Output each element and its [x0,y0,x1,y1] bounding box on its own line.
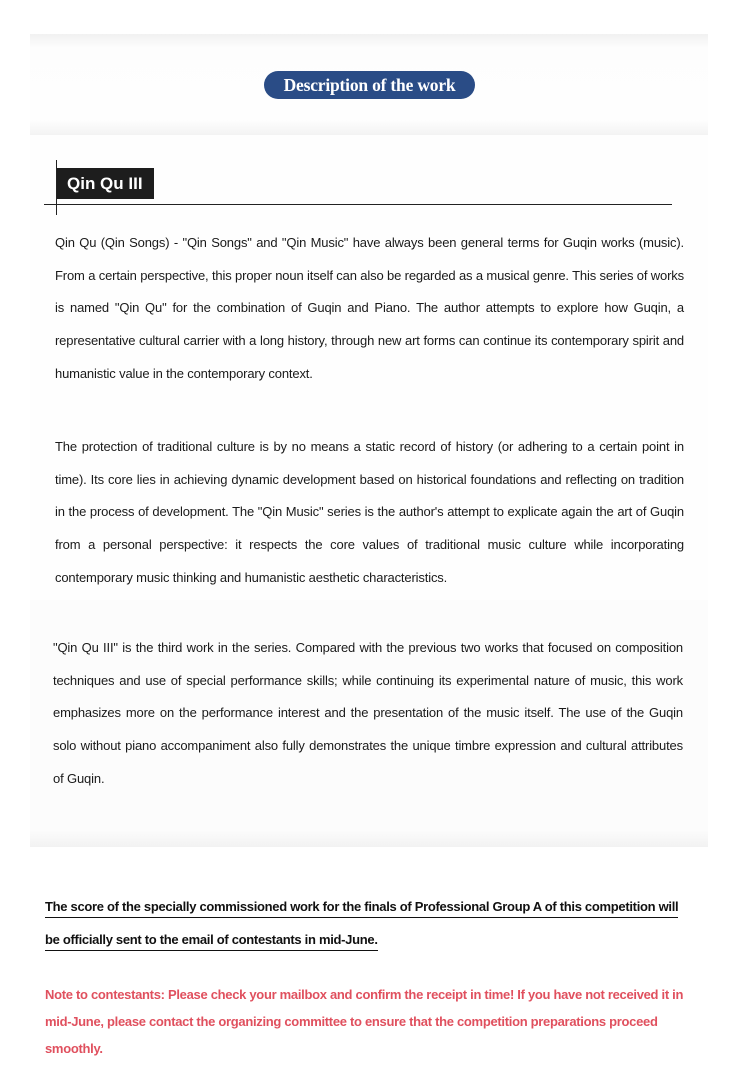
contestant-warning: Note to contestants: Please check your mailbox and confirm the receipt in time! If you have not received it in mid-June, please contact the organizing committee to ensure that the competition preparations proceed smoothly. [45,987,684,1056]
score-notice [45,890,685,956]
description-paragraph-3: "Qin Qu III" is the third work in the series. Compared with the previous two works that focused on composition techniques and use of special performance skills; while continuing its experimental nature of music, this work emphasizes more on the performance interest and the presentation of the music itself. The use of the Guqin solo without piano accompaniment also fully demonstrates the unique timbre expression and cultural attributes of Guqin. [53,640,683,786]
section-title-pill: Description of the work [264,71,475,99]
work-title: Qin Qu III [57,168,154,199]
description-paragraph-1: Qin Qu (Qin Songs) - "Qin Songs" and "Qin Music" have always been general terms for Guqin works (music). From a certain perspective, this proper noun itself can also be regarded as a musical genre. This series of works is named "Qin Qu" for the combination of Guqin and Piano. The author attempts to explore how Guqin, a representative cultural carrier with a long history, through new art forms can continue its contemporary spirit and humanistic value in the contemporary context. [55,235,684,381]
title-horizontal-rule [44,204,672,205]
score-notice-text: The score of the specially commissioned work for the finals of Professional Group A of this competition will be officially sent to the email of contestants in mid-June. [45,899,678,951]
description-paragraph-2: The protection of traditional culture is by no means a static record of history (or adhering to a certain point in time). Its core lies in achieving dynamic development based on historical foundations and reflecting on tradition in the process of development. The "Qin Music" series is the author's attempt to explicate again the art of Guqin from a personal perspective: it respects the core values of traditional music culture while incorporating contemporary music thinking and humanistic aesthetic characteristics. [55,439,684,585]
